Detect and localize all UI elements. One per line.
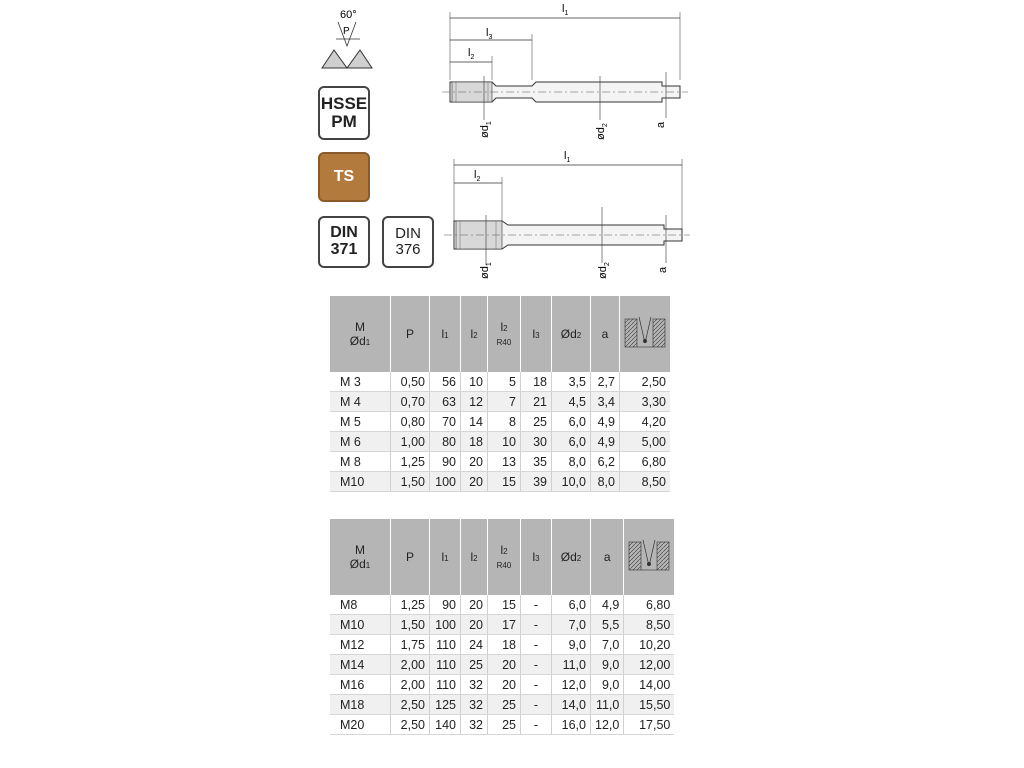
cell-size: M20 — [330, 715, 391, 735]
header-a: a — [591, 296, 620, 372]
table-row — [330, 452, 670, 472]
cell-drill: 10,20 — [624, 635, 675, 655]
cell-size: M10 — [330, 472, 391, 492]
cell-l2-r40: 20 — [488, 675, 521, 695]
cell-l2-r40: 25 — [488, 715, 521, 735]
cell-l2: 12 — [461, 392, 488, 412]
header-p: P — [391, 519, 430, 595]
header-l2: l2 — [461, 296, 488, 372]
d1-l2-label: $l_2$ — [468, 47, 475, 61]
d2-l1-label: $l_1$ — [564, 150, 571, 164]
cell-drill: 17,50 — [624, 715, 675, 735]
cell-l1: 70 — [430, 412, 461, 432]
table-row — [330, 472, 670, 492]
cell-d2: 16,0 — [552, 715, 591, 735]
cell-drill: 2,50 — [620, 372, 671, 392]
table-row — [330, 675, 674, 695]
cell-d2: 12,0 — [552, 675, 591, 695]
cell-l3: 35 — [521, 452, 552, 472]
thread-angle-label: 60° — [340, 9, 357, 21]
table-row — [330, 432, 670, 452]
cell-a: 6,2 — [591, 452, 620, 472]
header-drill-icon — [620, 296, 671, 372]
drill-hole-icon — [623, 313, 667, 353]
cell-d2: 8,0 — [552, 452, 591, 472]
standard-badge-din376 — [382, 216, 434, 268]
cell-l2-r40: 8 — [488, 412, 521, 432]
cell-l1: 125 — [430, 695, 461, 715]
cell-l2: 20 — [461, 595, 488, 615]
cell-pitch: 1,25 — [391, 595, 430, 615]
header-l2-r40: l2 R40 — [488, 519, 521, 595]
cell-l3: - — [521, 655, 552, 675]
cell-d2: 6,0 — [552, 432, 591, 452]
drill-hole-icon — [627, 536, 671, 576]
cell-d2: 6,0 — [552, 595, 591, 615]
cell-d2: 4,5 — [552, 392, 591, 412]
cell-pitch: 1,25 — [391, 452, 430, 472]
table-row — [330, 372, 670, 392]
table-row — [330, 412, 670, 432]
cell-l1: 140 — [430, 715, 461, 735]
standard-badge-din371 — [318, 216, 370, 268]
cell-l1: 100 — [430, 472, 461, 492]
cell-d2: 10,0 — [552, 472, 591, 492]
header-m-d1: M Ød1 — [330, 519, 391, 595]
spec-table-din376 — [330, 519, 674, 735]
cell-l2: 32 — [461, 695, 488, 715]
cell-l3: - — [521, 595, 552, 615]
cell-a: 4,9 — [591, 432, 620, 452]
cell-l1: 110 — [430, 635, 461, 655]
cell-l2-r40: 25 — [488, 695, 521, 715]
cell-size: M 4 — [330, 392, 391, 412]
cell-size: M 3 — [330, 372, 391, 392]
table-row — [330, 715, 674, 735]
cell-l2: 20 — [461, 615, 488, 635]
cell-pitch: 1,00 — [391, 432, 430, 452]
cell-d2: 9,0 — [552, 635, 591, 655]
cell-size: M10 — [330, 615, 391, 635]
material-badge — [318, 86, 370, 140]
cell-l2-r40: 13 — [488, 452, 521, 472]
cell-l3: 18 — [521, 372, 552, 392]
header-d2: Ød2 — [552, 519, 591, 595]
cell-l2-r40: 7 — [488, 392, 521, 412]
cell-pitch: 2,50 — [391, 715, 430, 735]
cell-l1: 110 — [430, 675, 461, 695]
cell-pitch: 2,50 — [391, 695, 430, 715]
header-a: a — [591, 519, 624, 595]
cell-pitch: 1,50 — [391, 472, 430, 492]
header-l1: l1 — [430, 519, 461, 595]
cell-drill: 6,80 — [620, 452, 671, 472]
cell-l1: 80 — [430, 432, 461, 452]
cell-l2: 18 — [461, 432, 488, 452]
cell-l2: 32 — [461, 675, 488, 695]
header-m-d1: M Ød1 — [330, 296, 391, 372]
cell-l3: - — [521, 615, 552, 635]
thread-profile-icon — [316, 6, 378, 72]
cell-a: 8,0 — [591, 472, 620, 492]
cell-l1: 56 — [430, 372, 461, 392]
table-row — [330, 615, 674, 635]
cell-a: 4,9 — [591, 412, 620, 432]
cell-l3: - — [521, 695, 552, 715]
cell-l3: - — [521, 635, 552, 655]
table-row — [330, 635, 674, 655]
cell-a: 2,7 — [591, 372, 620, 392]
cell-a: 4,9 — [591, 595, 624, 615]
table-row — [330, 392, 670, 412]
material-badge-line2: PM — [331, 112, 357, 131]
table-header-row — [330, 519, 674, 595]
cell-l2: 24 — [461, 635, 488, 655]
header-d2: Ød2 — [552, 296, 591, 372]
thread-pitch-label: P — [343, 26, 350, 37]
coating-badge-label: TS — [333, 167, 355, 185]
cell-a: 7,0 — [591, 635, 624, 655]
cell-drill: 14,00 — [624, 675, 675, 695]
header-l3: l3 — [521, 296, 552, 372]
cell-d2: 3,5 — [552, 372, 591, 392]
cell-drill: 4,20 — [620, 412, 671, 432]
cell-l3: - — [521, 675, 552, 695]
table-row — [330, 695, 674, 715]
d1-d2-label: $ød_2$ — [595, 123, 609, 140]
cell-l3: 39 — [521, 472, 552, 492]
standard2-line1: DIN — [395, 225, 421, 243]
coating-badge — [318, 152, 370, 202]
header-l2: l2 — [461, 519, 488, 595]
cell-l2-r40: 10 — [488, 432, 521, 452]
cell-l1: 90 — [430, 595, 461, 615]
cell-size: M 6 — [330, 432, 391, 452]
cell-pitch: 0,70 — [391, 392, 430, 412]
cell-a: 3,4 — [591, 392, 620, 412]
cell-l2: 32 — [461, 715, 488, 735]
d2-l2-label: $l_2$ — [474, 169, 481, 183]
cell-l2: 14 — [461, 412, 488, 432]
cell-l1: 90 — [430, 452, 461, 472]
spec-table-din371 — [330, 296, 670, 492]
cell-l3: 25 — [521, 412, 552, 432]
cell-l1: 63 — [430, 392, 461, 412]
header-p: P — [391, 296, 430, 372]
cell-l2-r40: 15 — [488, 595, 521, 615]
cell-l1: 100 — [430, 615, 461, 635]
d2-a-label: a — [657, 266, 669, 273]
cell-pitch: 2,00 — [391, 655, 430, 675]
cell-size: M12 — [330, 635, 391, 655]
material-badge-line1: HSSE — [320, 94, 368, 114]
header-l2-r40: l2 R40 — [488, 296, 521, 372]
d1-a-label: a — [655, 121, 667, 128]
table-header-row — [330, 296, 670, 372]
cell-l2-r40: 15 — [488, 472, 521, 492]
standard1-line1: DIN — [330, 224, 358, 242]
cell-drill: 8,50 — [624, 615, 675, 635]
cell-l3: - — [521, 715, 552, 735]
cell-drill: 8,50 — [620, 472, 671, 492]
table-row — [330, 655, 674, 675]
cell-l2: 20 — [461, 472, 488, 492]
cell-pitch: 2,00 — [391, 675, 430, 695]
header-l3: l3 — [521, 519, 552, 595]
tap-drawing-din371 — [436, 0, 696, 145]
cell-size: M14 — [330, 655, 391, 675]
cell-drill: 5,00 — [620, 432, 671, 452]
cell-a: 9,0 — [591, 675, 624, 695]
cell-l2: 10 — [461, 372, 488, 392]
cell-pitch: 0,80 — [391, 412, 430, 432]
cell-size: M 5 — [330, 412, 391, 432]
header-drill-icon — [624, 519, 675, 595]
cell-l2-r40: 5 — [488, 372, 521, 392]
cell-drill: 6,80 — [624, 595, 675, 615]
cell-pitch: 1,75 — [391, 635, 430, 655]
cell-pitch: 1,50 — [391, 615, 430, 635]
cell-a: 12,0 — [591, 715, 624, 735]
cell-l2: 25 — [461, 655, 488, 675]
d2-d2-label: $ød_2$ — [597, 262, 611, 279]
d1-l1-label: $l_1$ — [562, 3, 569, 17]
cell-l1: 110 — [430, 655, 461, 675]
cell-drill: 3,30 — [620, 392, 671, 412]
cell-d2: 6,0 — [552, 412, 591, 432]
d1-l3-label: $l_3$ — [486, 27, 493, 41]
d2-d1-label: $ød_1$ — [479, 262, 493, 279]
table-row — [330, 595, 674, 615]
header-l1: l1 — [430, 296, 461, 372]
tap-drawing-din376 — [436, 145, 696, 280]
standard2-line2: 376 — [395, 241, 421, 258]
cell-l3: 21 — [521, 392, 552, 412]
cell-drill: 15,50 — [624, 695, 675, 715]
cell-a: 11,0 — [591, 695, 624, 715]
cell-size: M8 — [330, 595, 391, 615]
cell-l2-r40: 18 — [488, 635, 521, 655]
cell-drill: 12,00 — [624, 655, 675, 675]
standard1-line2: 371 — [330, 241, 358, 258]
cell-l2-r40: 20 — [488, 655, 521, 675]
d1-d1-label: $ød_1$ — [479, 121, 493, 138]
cell-pitch: 0,50 — [391, 372, 430, 392]
cell-l2-r40: 17 — [488, 615, 521, 635]
cell-l3: 30 — [521, 432, 552, 452]
cell-size: M16 — [330, 675, 391, 695]
cell-a: 5,5 — [591, 615, 624, 635]
cell-d2: 14,0 — [552, 695, 591, 715]
cell-d2: 11,0 — [552, 655, 591, 675]
cell-size: M18 — [330, 695, 391, 715]
cell-size: M 8 — [330, 452, 391, 472]
cell-a: 9,0 — [591, 655, 624, 675]
cell-d2: 7,0 — [552, 615, 591, 635]
cell-l2: 20 — [461, 452, 488, 472]
